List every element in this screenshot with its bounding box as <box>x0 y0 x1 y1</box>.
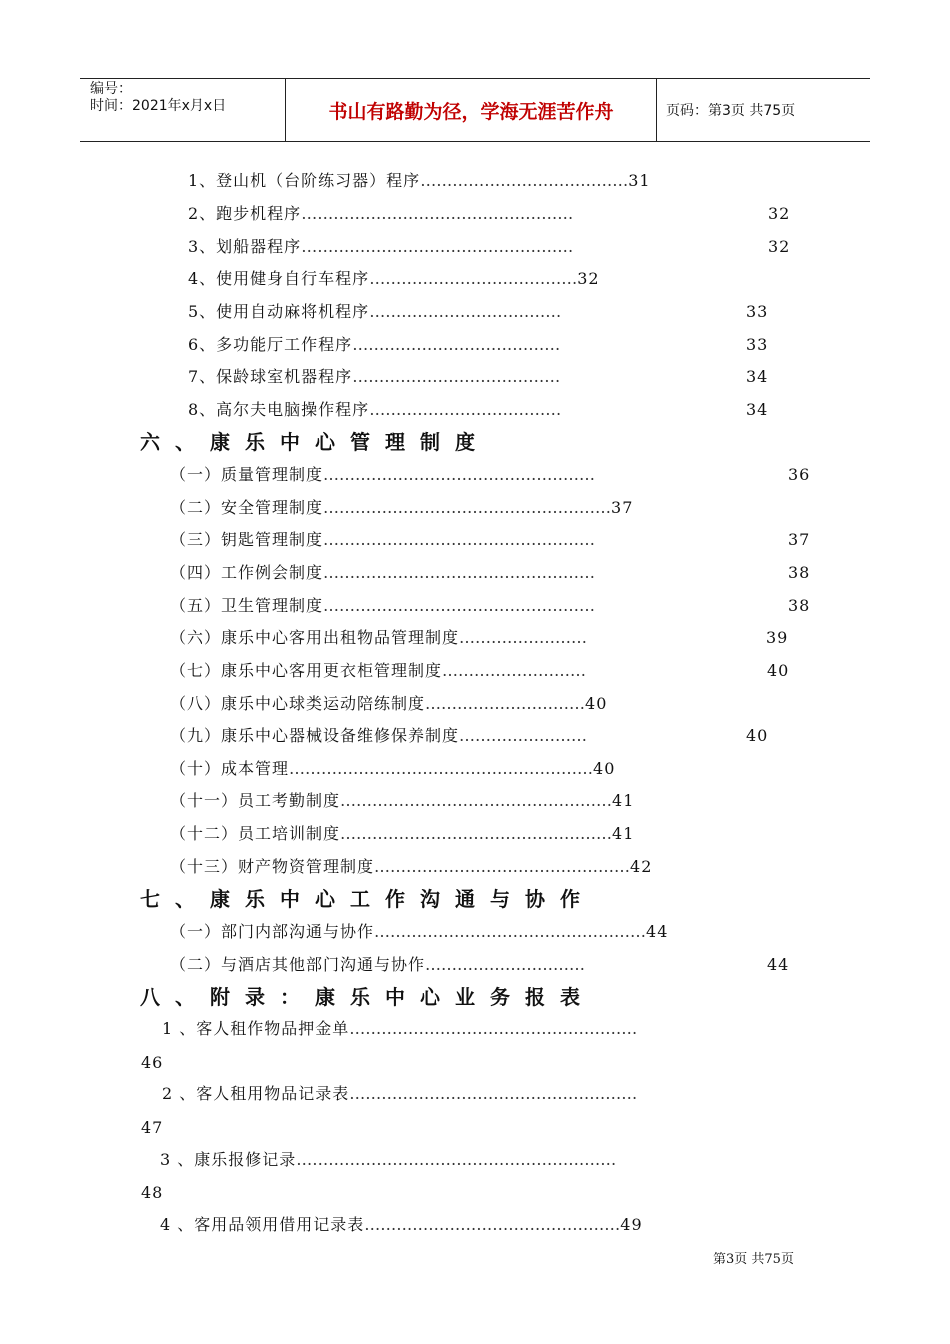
toc-entry[interactable]: 3、划船器程序…………………………………………… 32 <box>188 237 791 256</box>
toc-entry-page: 47 <box>141 1118 164 1137</box>
section-heading-6[interactable]: 六、康乐中心管理制度 <box>140 430 490 454</box>
toc-entry[interactable]: （十三）财产物资管理制度…………………………………………42 <box>170 857 653 876</box>
toc-entry[interactable]: （六）康乐中心客用出租物品管理制度…………………… 39 <box>170 628 789 647</box>
section-heading-8[interactable]: 八、附录：康乐中心业务报表 <box>140 985 595 1009</box>
document-date: 时间：2021年x月x日 <box>90 98 227 114</box>
toc-entry[interactable]: 2、跑步机程序…………………………………………… 32 <box>188 204 791 223</box>
toc-entry[interactable]: 4、使用健身自行车程序…………………………………32 <box>188 269 600 288</box>
section-heading-7[interactable]: 七、康乐中心工作沟通与协作 <box>140 887 595 911</box>
toc-entry[interactable]: （四）工作例会制度…………………………………………… 38 <box>170 563 811 582</box>
toc-entry[interactable]: 4 、客用品领用借用记录表…………………………………………49 <box>160 1215 643 1234</box>
toc-entry[interactable]: 2 、客人租用物品记录表……………………………………………… <box>162 1084 638 1103</box>
toc-entry[interactable]: （九）康乐中心器械设备维修保养制度…………………… 40 <box>170 726 769 745</box>
header-motto: 书山有路勤为径，学海无涯苦作舟 <box>285 79 657 141</box>
toc-entry[interactable]: （七）康乐中心客用更衣柜管理制度……………………… 40 <box>170 661 790 680</box>
toc-entry[interactable]: （八）康乐中心球类运动陪练制度…………………………40 <box>170 694 608 713</box>
toc-entry[interactable]: （一）部门内部沟通与协作……………………………………………44 <box>170 922 669 941</box>
document-number: 编号： <box>90 81 132 97</box>
toc-entry-page: 48 <box>141 1183 164 1202</box>
toc-entry[interactable]: （三）钥匙管理制度…………………………………………… 37 <box>170 530 811 549</box>
toc-entry[interactable]: 3 、康乐报修记录…………………………………………………… <box>160 1150 617 1169</box>
toc-entry[interactable]: （十一）员工考勤制度……………………………………………41 <box>170 791 635 810</box>
header-meta <box>90 81 226 115</box>
toc-entry[interactable]: 1 、客人租作物品押金单……………………………………………… <box>162 1019 638 1038</box>
page-header <box>80 78 870 142</box>
toc-entry[interactable]: （十二）员工培训制度……………………………………………41 <box>170 824 635 843</box>
page-footer: 第3页 共75页 <box>713 1252 794 1267</box>
toc-entry[interactable]: （二）与酒店其他部门沟通与协作………………………… 44 <box>170 955 790 974</box>
toc-entry[interactable]: （二）安全管理制度………………………………………………37 <box>170 498 634 517</box>
toc-entry[interactable]: （十）成本管理…………………………………………………40 <box>170 759 616 778</box>
toc-entry[interactable]: 7、保龄球室机器程序………………………………… 34 <box>188 367 769 386</box>
toc-entry[interactable]: 8、高尔夫电脑操作程序……………………………… 34 <box>188 400 769 419</box>
header-page-info: 页码：第3页 共75页 <box>666 103 796 119</box>
toc-entry[interactable]: 5、使用自动麻将机程序……………………………… 33 <box>188 302 769 321</box>
toc-entry[interactable]: 6、多功能厅工作程序………………………………… 33 <box>188 335 769 354</box>
toc-entry-page: 46 <box>141 1053 164 1072</box>
toc-entry[interactable]: 1、登山机（台阶练习器）程序…………………………………31 <box>188 171 651 190</box>
toc-entry[interactable]: （一）质量管理制度…………………………………………… 36 <box>170 465 811 484</box>
toc-entry[interactable]: （五）卫生管理制度…………………………………………… 38 <box>170 596 811 615</box>
